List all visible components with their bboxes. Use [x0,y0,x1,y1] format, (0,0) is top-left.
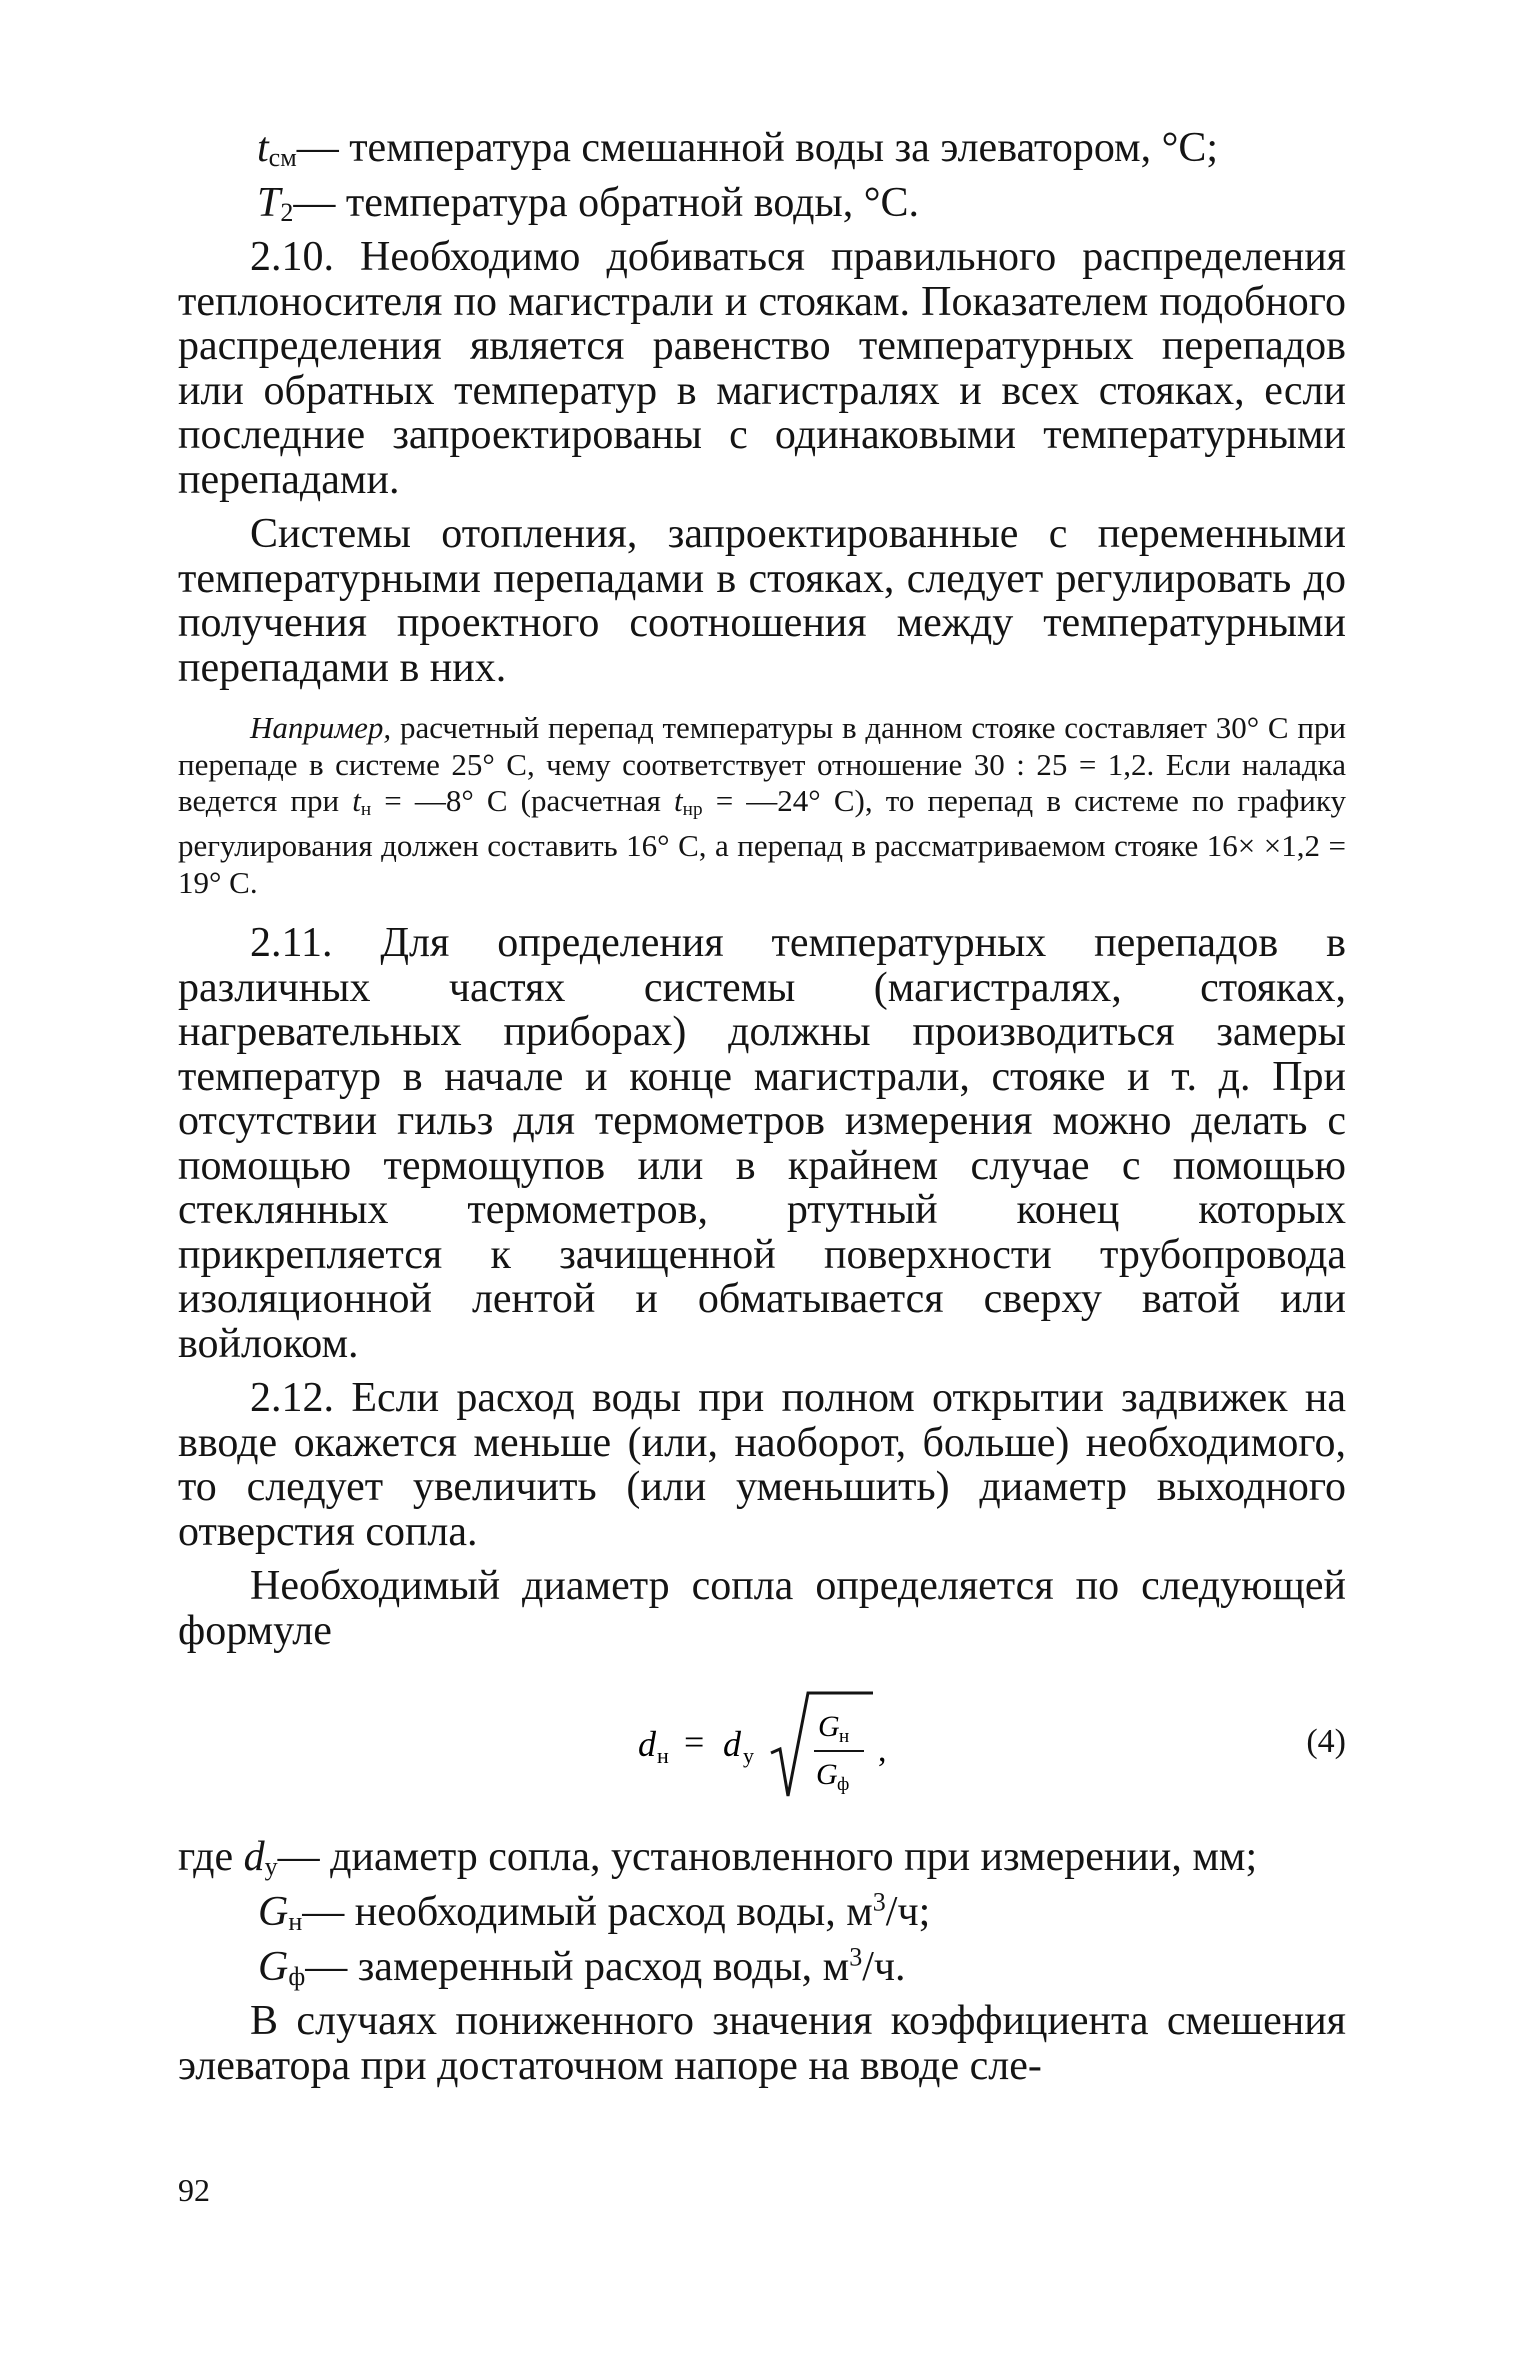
formula-denominator-sub: ф [837,1774,850,1796]
definition-text: — диаметр сопла, установленного при измерении, мм; [277,1834,1258,1881]
paragraph-2-11 [178,921,1346,1366]
where-def-gn [178,1887,1346,1945]
where-def-gf [178,1942,1346,2000]
example-text: = —8° С (расчетная [371,783,675,819]
definition-tail: /ч. [862,1943,906,1990]
paragraph-2-10 [178,235,1346,502]
page-body [178,126,1346,2088]
symbol-T: T [257,179,281,226]
paragraph-text: Необходимый диаметр сопла определяется по следующей формуле [178,1563,1346,1654]
definition-t2 [178,181,1346,236]
formula-denominator: G [816,1758,838,1792]
symbol-d: d [243,1834,265,1881]
paragraph-text: Для определения температурных перепадов в различных частях системы (магистралях, стояках, нагревательных приборах) должны производиться замеры температур в начале и конце магистрали, стояке и т. д. При отсутствии гильз для термометров измерения можно делать с помощью термощупов или в крайнем случае с помощью стеклянных термометров, ртутный конец которых прикрепляется к зачищенной поверхности трубопровода изоляционной лентой и обматывается сверху ватой или войлоком. [178,920,1346,1367]
subscript: нр [682,799,703,821]
formula-lhs: d [638,1724,656,1765]
paragraph-text: В случаях пониженного значения коэффициента смешения элеватора при достаточном напоре на вводе сле- [178,1998,1346,2089]
paragraph-systems [178,512,1346,690]
page-number: 92 [178,2172,210,2208]
superscript: 3 [872,1887,886,1917]
superscript: 3 [849,1942,863,1972]
formula-4 [178,1671,1346,1821]
paragraph-nozzle [178,1564,1346,1653]
definition-text: — необходимый расход воды, м [302,1888,873,1935]
formula-comma: , [878,1732,887,1770]
example-text: расчетный перепад температуры в данном стояке составляет 30° С при перепаде в системе 25° С, чему соответствует отношение 30 : 25 = 1,2. Если наладка ведется при [178,710,1346,819]
subscript: см [268,143,297,173]
symbol-G: G [258,1888,289,1935]
example-note [178,710,1346,901]
definition-tsm [178,126,1346,181]
subscript: у [264,1852,278,1882]
formula-dy-sub: у [743,1743,754,1769]
symbol-t: t [674,783,683,819]
subscript: ф [288,1961,306,1991]
formula-graphic [628,1671,1148,1821]
formula-numerator: G [818,1710,840,1744]
where-def-dy [178,1835,1346,1890]
paragraph-2-12 [178,1376,1346,1554]
section-number: 2.12. [250,1375,334,1422]
example-text: = —24° С), то перепад в системе по графику регулирования должен составить 16° С, а перепад в рассматриваемом стояке 16× ×1,2 = 19° С. [178,783,1346,900]
section-number: 2.10. [250,234,334,281]
example-lead: Например, [250,710,392,746]
definition-text: — замеренный расход воды, м [305,1943,850,1990]
formula-dy: d [723,1724,741,1765]
symbol-t: t [352,783,361,819]
symbol-G: G [258,1943,289,1990]
paragraph-text: Системы отопления, запроектированные с переменными температурными перепадами в стояках, следует регулировать до получения проектного соотношения между температурными перепадами в них. [178,511,1346,691]
formula-equals: = [684,1722,705,1763]
symbol-t: t [257,125,269,171]
formula-lhs-sub: н [657,1743,669,1769]
paragraph-text: Если расход воды при полном открытии задвижек на вводе окажется меньше (или, наоборот, больше) необходимого, то следует увеличить (или уменьшить) диаметр выходного отверстия сопла. [178,1375,1346,1555]
formula-numerator-sub: н [839,1726,850,1748]
definition-tail: /ч; [885,1888,931,1935]
equation-number: (4) [1306,1723,1346,1761]
paragraph-text: Необходимо добиваться правильного распределения теплоносителя по магистрали и стоякам. Показателем подобного распределения является равенство температурных перепадов или обратных температур в магистралях и всех стояках, если последние запроектированы с одинаковыми температурными перепадами. [178,234,1346,503]
subscript: 2 [280,197,294,227]
definition-text: — температура смешанной воды за элеватором, °С; [296,125,1219,171]
paragraph-last [178,1999,1346,2088]
definition-text: — температура обратной воды, °С. [293,179,920,226]
where-label: где [178,1834,234,1881]
section-number: 2.11. [250,920,333,967]
subscript: н [360,799,372,821]
subscript: н [288,1907,303,1937]
